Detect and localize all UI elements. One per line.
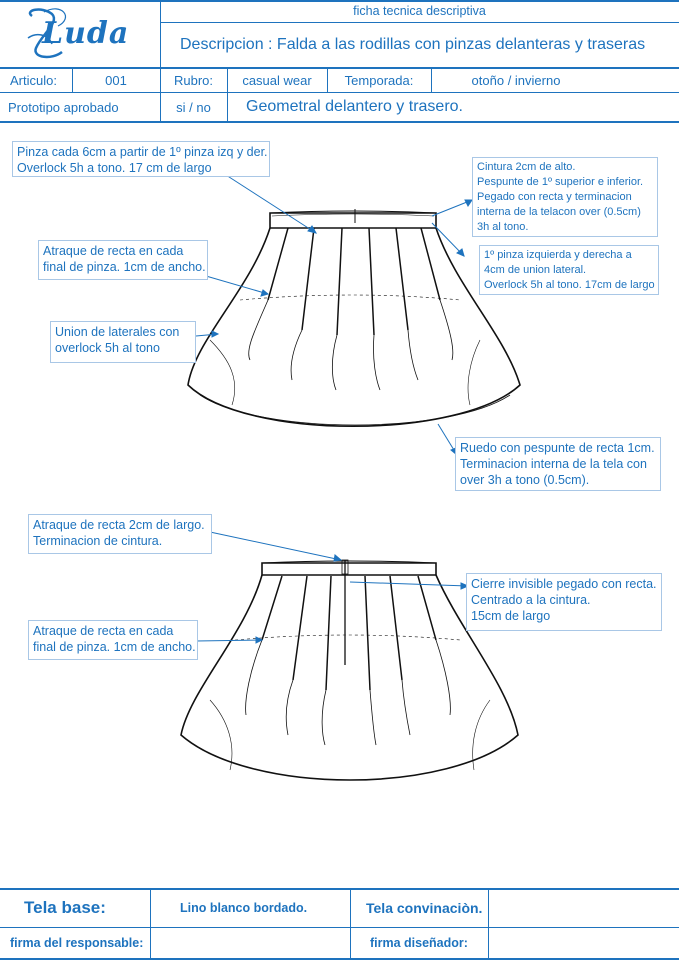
note-line: 3h al tono. [477, 221, 529, 233]
base-fabric-value: Lino blanco bordado. [180, 901, 308, 915]
category-value: casual wear [242, 72, 312, 88]
note-line: Atraque de recta 2cm de largo. [33, 518, 205, 532]
article-label: Articulo: [10, 72, 57, 88]
note-union [50, 321, 196, 363]
responsible-signature-label: firma del responsable: [10, 936, 144, 950]
note-cierre [466, 573, 662, 631]
season-label: Temporada: [344, 72, 414, 88]
note-line: Cierre invisible pegado con recta. [471, 577, 657, 591]
prototype-value: si / no [176, 99, 211, 115]
note-atraque-back [28, 620, 198, 660]
note-line: final de pinza. 1cm de ancho. [43, 260, 206, 274]
note-line: final de pinza. 1cm de ancho. [33, 640, 196, 654]
note-line: Cintura 2cm de alto. [477, 161, 576, 173]
note-line: Pegado con recta y terminacion [477, 191, 632, 203]
note-line: interna de la telacon over (0.5cm) [477, 206, 641, 218]
note-line: 4cm de union lateral. [484, 264, 587, 276]
note-line: 1º pinza izquierda y derecha a [484, 249, 632, 261]
leader-lines [196, 175, 472, 643]
prototype-label: Prototipo aprobado [8, 99, 119, 115]
note-line: Atraque de recta en cada [43, 244, 184, 258]
article-value: 001 [105, 72, 127, 88]
note-line: Atraque de recta en cada [33, 624, 174, 638]
front-skirt-drawing [188, 209, 520, 426]
note-atraque-front [38, 240, 208, 280]
note-pinza [12, 141, 270, 177]
combo-fabric-label: Tela convinaciòn. [366, 900, 483, 916]
note-line: Terminacion interna de la tela con [460, 457, 647, 471]
category-label: Rubro: [173, 72, 214, 88]
base-fabric-label: Tela base: [24, 898, 106, 917]
note-line: Overlock 5h a tono. 17 cm de largo [17, 161, 212, 175]
note-line: overlock 5h al tono [55, 341, 160, 355]
sheet-title: ficha tecnica descriptiva [353, 4, 486, 18]
note-primera-pinza [479, 245, 659, 295]
note-cintura [472, 157, 658, 237]
note-line: Overlock 5h al tono. 17cm de largo [484, 279, 655, 291]
season-value: otoño / invierno [471, 72, 561, 88]
note-line: Pinza cada 6cm a partir de 1º pinza izq y der. [17, 145, 268, 159]
note-line: Ruedo con pespunte de recta 1cm. [460, 441, 655, 455]
note-line: Union de laterales con [55, 325, 180, 339]
note-line: over 3h a tono (0.5cm). [460, 473, 590, 487]
note-line: 15cm de largo [471, 609, 551, 623]
note-atraque-cintura [28, 514, 212, 554]
designer-signature-label: firma diseñador: [370, 936, 468, 950]
note-line: Terminacion de cintura. [33, 534, 163, 548]
note-line: Centrado a la cintura. [471, 593, 591, 607]
description-text: Descripcion : Falda a las rodillas con pinzas delanteras y traseras [180, 36, 646, 53]
note-ruedo [455, 437, 661, 491]
note-line: Pespunte de 1º superior e inferior. [477, 176, 644, 188]
view-title: Geometral delantero y trasero. [246, 98, 463, 115]
logo-text: Luda [42, 16, 130, 51]
